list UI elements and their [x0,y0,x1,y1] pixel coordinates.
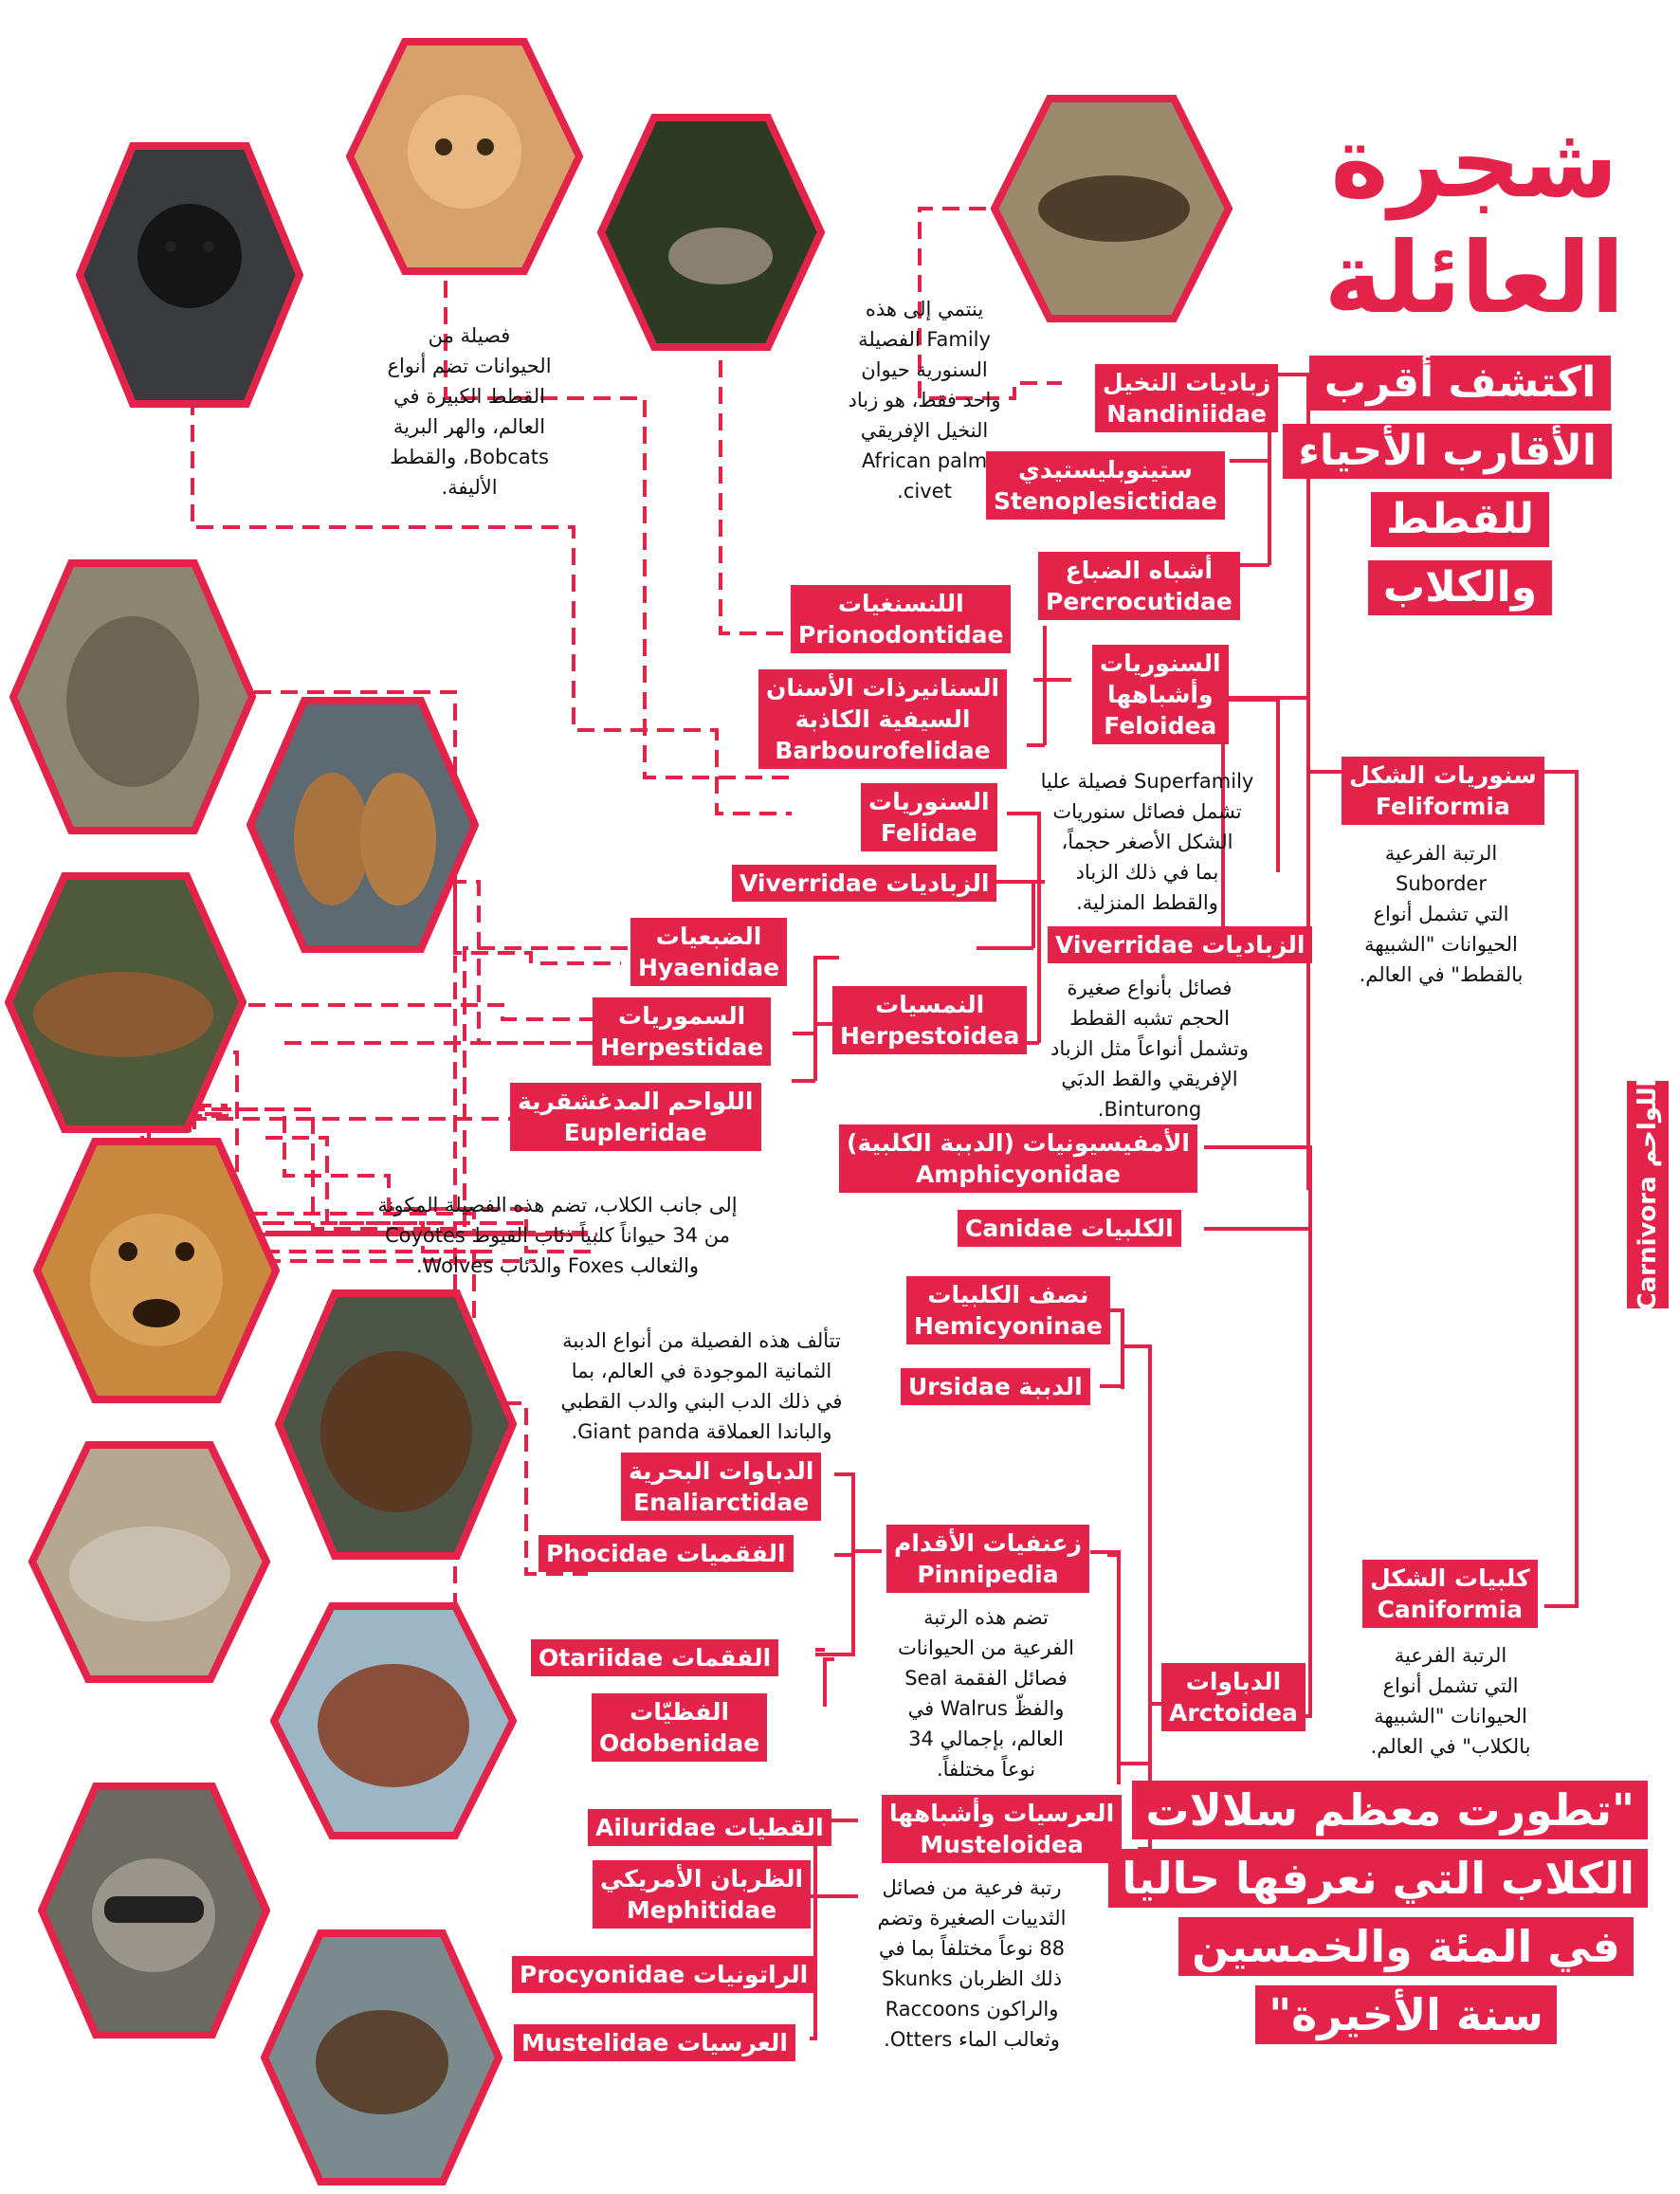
odobenidae-en: Odobenidae [599,1729,760,1757]
phocidae-ar: الفقميات [676,1540,786,1567]
node-caniformia [1362,1560,1538,1628]
dog-photo [33,1138,280,1403]
note-nandiniidae-line: واحد فقط، هو زباد [848,389,1001,411]
binturong-photo [76,142,303,408]
note-musteloidea-line: الثدييات الصغيرة وتضم [877,1907,1067,1929]
note-musteloidea-line: رتبة فرعية من فصائل [882,1876,1062,1899]
herpestidae-ar: السموريات [618,1002,746,1030]
note-musteloidea-line: ذلك الظربان Skunks [881,1967,1063,1990]
node-musteloidea [882,1795,1122,1863]
note-ursidae [521,1326,882,1447]
ursidae-en: Ursidae [908,1373,1011,1400]
percrocutidae-en: Percrocutidae [1046,588,1233,615]
note-pinnipedia-line: والفظّ Walrus في [907,1697,1065,1720]
musteloidea-en: Musteloidea [920,1831,1084,1858]
eupleridae-ar: اللواحم المدغشقرية [518,1088,754,1115]
note-pinnipedia-line: تضم هذه الرتبة [923,1606,1049,1629]
note-nandiniidae-line: African palm [861,449,988,472]
seal-photo [28,1441,270,1683]
carnivora-ar: اللواحم [1634,1078,1662,1168]
note-nandiniidae [834,294,1014,506]
otariidae-ar: الفقمات [670,1644,772,1672]
note-feloidea-line: تشمل فصائل سنوريات [1052,800,1242,823]
note-feloidea-line: Superfamily فصيلة عليا [1040,770,1254,793]
odobenidae-ar: الفظيّات [630,1698,730,1726]
herpestoidea-ar: النمسيات [875,991,985,1018]
node-arctoidea [1161,1663,1306,1731]
note-felidae-line: Bobcats، والقطط [390,446,549,468]
note-feliformia-line: الحيوانات "الشبيهة [1364,933,1518,956]
caniformia-en: Caniformia [1377,1596,1524,1623]
note-nandiniidae-line: السنورية حيوان [861,358,988,381]
musteloidea-ar: العرسيات وأشباهها [889,1800,1115,1827]
node-viverridae-left [732,865,996,902]
mephitidae-ar: الظربان الأمريكي [600,1865,804,1892]
note-musteloidea-line: والراكون Raccoons [885,1998,1059,2020]
carnivora-root-label [1627,1078,1669,1311]
note-pinnipedia [872,1602,1100,1784]
note-pinnipedia-line: نوعاً مختلفاً. [936,1758,1036,1781]
node-pinnipedia [886,1525,1089,1593]
african-palm-civet-photo [991,95,1233,322]
quote-line-3: في المئة والخمسين [1178,1917,1634,1976]
node-viverridae-mid [1048,926,1312,963]
node-ailuridae [588,1809,831,1846]
quote-line-2: الكلاب التي نعرفها حاليا [1108,1849,1648,1908]
title-line-2: العائلة [1324,220,1625,336]
hyaenidae-ar: الضبعيات [655,923,762,950]
node-herpestoidea [832,986,1027,1054]
note-feloidea-line: والقطط المنزلية. [1076,891,1218,914]
note-feliformia-line: الرتبة الفرعية [1384,842,1498,865]
amphicyonidae-ar: الأمفيسيونيات (الدببة الكلبية) [847,1129,1190,1157]
stenoplesictidae-ar: ستينوبليستيدي [1017,456,1193,484]
pinnipedia-ar: زعنفيات الأقدام [894,1529,1082,1557]
fossa-photo [5,872,247,1133]
note-pinnipedia-line: الفرعية من الحيوانات [898,1636,1074,1659]
viverridae-mid-en: Viverridae [1055,931,1194,959]
note-viverridae-line: فصائل بأنواع صغيرة [1067,977,1233,999]
node-amphicyonidae [839,1124,1197,1193]
note-musteloidea-line: وثعالب الماء Otters. [884,2028,1060,2051]
enaliarctidae-ar: الدباوات البحرية [629,1457,814,1485]
enaliarctidae-en: Enaliarctidae [633,1489,810,1516]
note-feloidea-line: بما في ذلك الزباد [1075,861,1219,884]
note-ursidae-line: في ذلك الدب البني والدب القطبي [560,1390,843,1413]
walrus-photo [270,1602,517,1839]
herpestidae-en: Herpestidae [600,1033,764,1061]
note-felidae [360,320,578,503]
node-percrocutidae [1038,552,1240,620]
note-felidae-line: القطط الكبيرة في [393,385,545,408]
amphicyonidae-en: Amphicyonidae [915,1161,1121,1188]
note-musteloidea-line: 88 نوعاً مختلفاً بما في [878,1937,1066,1960]
percrocutidae-ar: أشباه الضباع [1065,557,1214,584]
ursidae-ar: الدببة [1018,1373,1083,1400]
procyonidae-en: Procyonidae [520,1961,685,1988]
note-pinnipedia-line: العالم، بإجمالي 34 [908,1728,1064,1750]
hemicyoninae-en: Hemicyoninae [914,1312,1103,1340]
note-feliformia [1327,838,1555,990]
node-barbourofelidae [758,669,1007,769]
subtitle-line-4: والكلاب [1368,560,1552,615]
canidae-ar: الكلبيات [1081,1215,1174,1242]
node-enaliarctidae [621,1453,821,1521]
feloidea-en: Feloidea [1104,712,1217,740]
note-feliformia-line: التي تشمل أنواع [1373,903,1509,925]
note-nandiniidae-line: النخيل الإفريقي [860,419,989,442]
note-feloidea-line: الشكل الأصغر حجماً، [1061,831,1233,853]
caniformia-ar: كلبيات الشكل [1370,1564,1530,1592]
mephitidae-en: Mephitidae [626,1896,777,1924]
otariidae-en: Otariidae [539,1644,664,1672]
viverridae-left-en: Viverridae [740,869,878,897]
mustelidae-en: Mustelidae [521,2029,669,2057]
page-title [1289,104,1659,336]
herpestoidea-en: Herpestoidea [840,1022,1020,1050]
barbourofelidae-en: Barbourofelidae [775,737,991,764]
note-viverridae-line: وتشمل أنواعاً مثل الزباد [1050,1037,1249,1060]
note-ursidae-line: والباندا العملاقة Giant panda. [571,1420,832,1443]
prionodontidae-en: Prionodontidae [798,621,1004,649]
note-canidae-line: والثعالب Foxes والذئاب Wolves. [415,1254,700,1277]
note-musteloidea [834,1873,1109,2055]
ailuridae-en: Ailuridae [595,1814,716,1841]
note-caniformia-line: الحيوانات "الشبيهة [1374,1705,1527,1728]
note-viverridae-line: الإفريقي والقط الدبَي [1061,1068,1238,1090]
arctoidea-en: Arctoidea [1169,1699,1298,1727]
node-felidae [861,783,997,851]
felidae-ar: السنوريات [868,788,990,815]
felidae-en: Felidae [880,819,977,847]
node-mephitidae [593,1860,811,1929]
note-canidae-line: إلى جانب الكلاب، تضم هذه الفصيلة المكونة [377,1194,738,1216]
note-caniformia-line: بالكلاب" في العالم. [1370,1735,1531,1758]
page-subtitle [1298,356,1612,629]
node-mustelidae [514,2024,795,2061]
mustelidae-ar: العرسيات [677,2029,788,2057]
node-nandiniidae [1095,364,1278,432]
node-hyaenidae [630,918,787,986]
ailuridae-ar: القطيات [723,1814,824,1841]
prionodontidae-ar: اللنسنغيات [837,590,964,617]
bear-photo [275,1289,517,1560]
nandiniidae-ar: زباديات النخيل [1103,369,1271,396]
hyaenidae-en: Hyaenidae [638,954,780,981]
note-nandiniidae-line: Family الفصيلة [858,328,991,351]
raccoon-photo [38,1783,270,2039]
hyena-photo [9,559,256,834]
note-feliformia-line: بالقطط" في العالم. [1359,963,1524,986]
barbourofelidae-ar-1: السنانيرذات الأسنان [766,674,1000,702]
note-caniformia-line: الرتبة الفرعية [1394,1644,1507,1667]
viverridae-left-ar: الزباديات [886,869,990,897]
genet-photo [597,114,825,351]
note-canidae-line: من 34 حيواناً كلبياً ذئاب القيوط Coyotes [384,1224,731,1247]
canidae-en: Canidae [965,1215,1073,1242]
cat-photo [346,38,583,275]
otter-photo [261,1929,502,2185]
note-caniformia [1337,1640,1564,1762]
barbourofelidae-ar-2: السيفية الكاذبة [794,705,971,733]
mongoose-photo [247,697,479,953]
note-feliformia-line: Suborder [1396,872,1487,895]
node-otariidae [531,1639,778,1676]
note-felidae-line: الحيوانات تضم أنواع [387,355,552,377]
subtitle-line-3: للقطط [1371,492,1549,547]
note-ursidae-line: الثمانية الموجودة في العالم، بما [571,1360,832,1382]
node-feloidea [1092,645,1229,744]
note-pinnipedia-line: فصائل الفقمة Seal [904,1667,1068,1690]
note-viverridae-line: الحجم تشبه القطط [1069,1007,1230,1030]
note-felidae-line: فصيلة من [428,324,511,347]
phocidae-en: Phocidae [546,1540,668,1567]
viverridae-mid-ar: الزباديات [1201,931,1306,959]
subtitle-line-1: اكتشف أقرب [1309,356,1612,411]
node-odobenidae [592,1693,767,1762]
note-feloidea [1024,766,1270,918]
node-eupleridae [510,1083,761,1151]
subtitle-line-2: الأقارب الأحياء [1283,424,1612,479]
arctoidea-ar: الدباوات [1185,1668,1282,1695]
node-canidae [958,1210,1181,1247]
node-ursidae [901,1368,1090,1405]
node-phocidae [539,1535,794,1572]
pull-quote [1122,1781,1648,2054]
note-viverridae [1019,973,1280,1124]
note-felidae-line: الأليفة. [441,476,498,499]
quote-line-4: سنة الأخيرة" [1255,1985,1557,2044]
note-canidae [320,1190,794,1281]
note-felidae-line: العالم، والهر البرية [393,415,546,438]
pinnipedia-en: Pinnipedia [917,1561,1059,1588]
hemicyoninae-ar: نصف الكلبيات [927,1281,1089,1308]
node-hemicyoninae [906,1276,1110,1344]
carnivora-en: Carnivora [1634,1176,1662,1311]
note-nandiniidae-line: civet. [897,480,952,503]
note-caniformia-line: التي تشمل أنواع [1382,1674,1519,1697]
node-herpestidae [593,997,771,1066]
node-procyonidae [512,1956,815,1993]
feloidea-ar-1: السنوريات [1100,649,1221,677]
procyonidae-ar: الراتونيات [692,1961,809,1988]
title-line-1: شجرة [1330,104,1618,220]
note-viverridae-line: Binturong. [1097,1098,1202,1121]
node-prionodontidae [791,585,1011,653]
stenoplesictidae-en: Stenoplesictidae [994,487,1217,515]
quote-line-1: "تطورت معظم سلالات [1132,1781,1648,1839]
node-feliformia [1342,757,1544,825]
note-nandiniidae-line: ينتمي إلى هذه [865,298,984,320]
feliformia-ar: سنوريات الشكل [1349,761,1537,789]
feloidea-ar-2: وأشباهها [1107,681,1214,708]
nandiniidae-en: Nandiniidae [1106,400,1267,428]
eupleridae-en: Eupleridae [563,1119,707,1146]
note-ursidae-line: تتألف هذه الفصيلة من أنواع الدببة [562,1329,841,1352]
feliformia-en: Feliformia [1375,793,1510,820]
node-stenoplesictidae [986,451,1225,520]
